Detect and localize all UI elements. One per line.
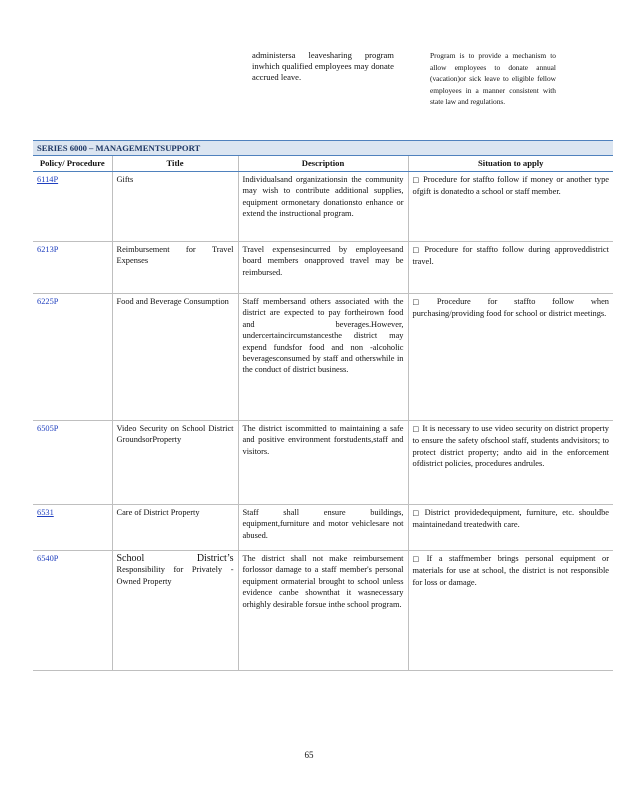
header-situation: Situation to apply	[408, 156, 613, 172]
table-row	[33, 421, 613, 505]
page-number: 65	[304, 750, 314, 760]
situation-text: District providedequipment, furniture, etc. shouldbe maintainedand treatedwith care.	[412, 508, 609, 530]
row-situation	[408, 421, 613, 505]
bullet-icon: □	[412, 509, 422, 517]
policy-code: 6225P	[37, 297, 59, 306]
carryover-description: administersa leavesharing program inwhich qualified employees may donate accrued leave.	[252, 50, 394, 83]
row-title: Food and Beverage Consumption	[112, 294, 238, 421]
table-row	[33, 242, 613, 294]
table-row	[33, 551, 613, 671]
row-description: Individualsand organizationsin the community may wish to contribute additional supplies, equipment ormonetary donationsto enhance or extend the instructional program.	[238, 172, 408, 242]
situation-text: It is necessary to use video security on district property to ensure the safety ofschool staff, students andvisitors; to protect district property; andto aid in the enforcement ofdistrict policies, procedures andrules.	[412, 424, 609, 469]
header-description: Description	[238, 156, 408, 172]
row-title	[112, 551, 238, 671]
bullet-icon: □	[412, 176, 421, 184]
bullet-icon: □	[412, 425, 420, 433]
policy-link-6531[interactable]: 6531	[37, 508, 54, 517]
policy-link-6114p[interactable]: 6114P	[37, 175, 59, 184]
table-row	[33, 172, 613, 242]
column-header-row	[33, 156, 613, 172]
row-title: Gifts	[112, 172, 238, 242]
situation-text: If a staffmember brings personal equipment or materials for use at school, the district is not responsible for loss or damage.	[412, 554, 609, 587]
policy-code: 6213P	[37, 245, 59, 254]
row-situation	[408, 551, 613, 671]
row-title-lead: School District’s	[116, 553, 234, 564]
series-label: SERIES 6000 – MANAGEMENTSUPPORT	[33, 141, 613, 156]
row-situation	[408, 172, 613, 242]
row-title: Care of District Property	[112, 505, 238, 551]
row-situation	[408, 294, 613, 421]
policy-code: 6540P	[37, 554, 59, 563]
table-row	[33, 505, 613, 551]
situation-text: Procedure for staffto follow during approveddistrict travel.	[412, 245, 609, 267]
header-policy: Policy/ Procedure	[33, 156, 112, 172]
row-description: Travel expensesincurred by employeesand board members onapproved travel may be reimbursed.	[238, 242, 408, 294]
row-description: Staff membersand others associated with the district are expected to pay fortheirown food and beverages.However, undercertaincircumstancesthe district may expend fundsfor food and non -alcoholic beveragesconsumed by staff and otherswhile in the conduct of district business.	[238, 294, 408, 421]
bullet-icon: □	[412, 298, 434, 306]
bullet-icon: □	[412, 246, 422, 254]
policy-code: 6505P	[37, 424, 59, 433]
row-title: Reimbursement for Travel Expenses	[112, 242, 238, 294]
bullet-icon: □	[412, 555, 424, 563]
row-description: Staff shall ensure buildings, equipment,furniture and motor vehiclesare not abused.	[238, 505, 408, 551]
series-header-row	[33, 141, 613, 156]
table-row	[33, 294, 613, 421]
row-situation	[408, 242, 613, 294]
row-title-rest: Responsibility for Privately -Owned Property	[116, 565, 234, 586]
situation-text: Procedure for staffto follow if money or another type ofgift is donatedto a school or staff member.	[412, 175, 609, 197]
header-title: Title	[112, 156, 238, 172]
row-title: Video Security on School District GroundsorProperty	[112, 421, 238, 505]
carryover-situation: Program is to provide a mechanism to allow employees to donate annual (vacation)or sick leave to eligible fellow employees in a manner consistent with state law and regulations.	[430, 51, 556, 107]
row-description: The district iscommitted to maintaining a safe and positive environment forstudents,staff and visitors.	[238, 421, 408, 505]
row-description: The district shall not make reimbursement forlossor damage to a staff member's personal equipment ormaterial brought to school unless evidence canbe shownthat it wasnecessary orhighly desirable forsue inthe school program.	[238, 551, 408, 671]
row-situation	[408, 505, 613, 551]
situation-text: Procedure for staffto follow when purchasing/providing food for school or district meetings.	[412, 297, 609, 319]
policy-table	[33, 140, 613, 671]
